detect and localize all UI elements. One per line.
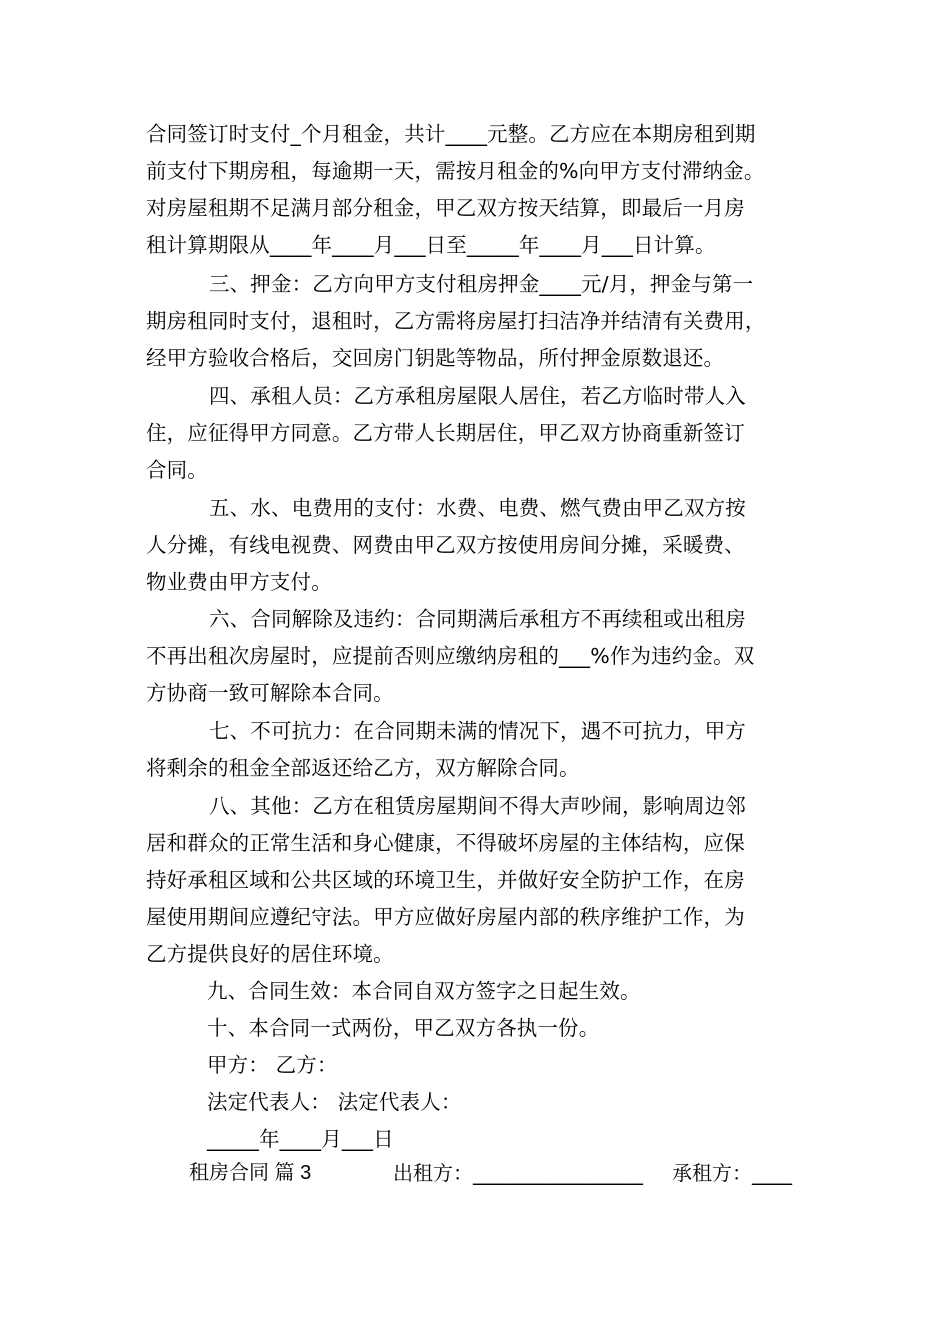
text-line: 合同。 bbox=[146, 458, 208, 482]
clause-three: 三、押金：乙方向甲方支付租房押金____元/月，押金与第一 bbox=[209, 272, 754, 296]
clause-nine: 九、合同生效：本合同自双方签字之日起生效。 bbox=[207, 979, 641, 1003]
text-line: 合同签订时支付_个月租金，共计____元整。乙方应在本期房租到期 bbox=[146, 122, 756, 146]
legal-representatives: 法定代表人： 法定代表人： bbox=[207, 1090, 462, 1114]
text-line: 住，应征得甲方同意。乙方带人长期居住，甲乙双方协商重新签订 bbox=[146, 421, 745, 445]
lessor-field: 出租方：_________________ bbox=[393, 1161, 643, 1185]
clause-four: 四、承租人员：乙方承租房屋限人居住，若乙方临时带人入 bbox=[209, 384, 746, 408]
section-title: 租房合同 篇 3 bbox=[189, 1162, 312, 1184]
clause-eight: 八、其他：乙方在租赁房屋期间不得大声吵闹，影响周边邻 bbox=[209, 794, 746, 818]
text-line: 人分摊，有线电视费、网费由甲乙双方按使用房间分摊，采暖费、 bbox=[146, 533, 745, 557]
text-line: 居和群众的正常生活和身心健康，不得破坏房屋的主体结构，应保 bbox=[146, 831, 745, 855]
clause-ten: 十、本合同一式两份，甲乙双方各执一份。 bbox=[207, 1016, 600, 1040]
text-line: 经甲方验收合格后，交回房门钥匙等物品，所付押金原数退还。 bbox=[146, 346, 725, 370]
text-line: 不再出租次房屋时，应提前否则应缴纳房租的___%作为违约金。双 bbox=[146, 644, 755, 668]
text-line: 乙方提供良好的居住环境。 bbox=[146, 942, 394, 966]
clause-seven: 七、不可抗力：在合同期未满的情况下，遇不可抗力，甲方 bbox=[209, 719, 746, 743]
signing-date: _____年____月___日 bbox=[207, 1127, 394, 1151]
text-line: 租计算期限从____年____月___日至_____年____月___日计算。 bbox=[146, 233, 716, 257]
next-contract-header bbox=[0, 1155, 950, 1191]
text-line: 期房租同时支付，退租时，乙方需将房屋打扫洁净并结清有关费用， bbox=[146, 309, 766, 333]
clause-five: 五、水、电费用的支付：水费、电费、燃气费由甲乙双方按 bbox=[209, 496, 746, 520]
lessee-field: 承租方：____ bbox=[672, 1161, 792, 1185]
text-line: 物业费由甲方支付。 bbox=[146, 570, 332, 594]
text-line: 对房屋租期不足满月部分租金，甲乙双方按天结算，即最后一月房 bbox=[146, 196, 745, 220]
clause-six: 六、合同解除及违约：合同期满后承租方不再续租或出租房 bbox=[209, 607, 746, 631]
text-line: 屋使用期间应遵纪守法。甲方应做好房屋内部的秩序维护工作，为 bbox=[146, 905, 745, 929]
party-signatures: 甲方： 乙方： bbox=[207, 1053, 338, 1077]
text-line: 持好承租区域和公共区域的环境卫生，并做好安全防护工作，在房 bbox=[146, 868, 745, 892]
text-line: 方协商一致可解除本合同。 bbox=[146, 681, 394, 705]
text-line: 前支付下期房租，每逾期一天，需按月租金的%向甲方支付滞纳金。 bbox=[146, 159, 765, 183]
text-line: 将剩余的租金全部返还给乙方，双方解除合同。 bbox=[146, 756, 580, 780]
